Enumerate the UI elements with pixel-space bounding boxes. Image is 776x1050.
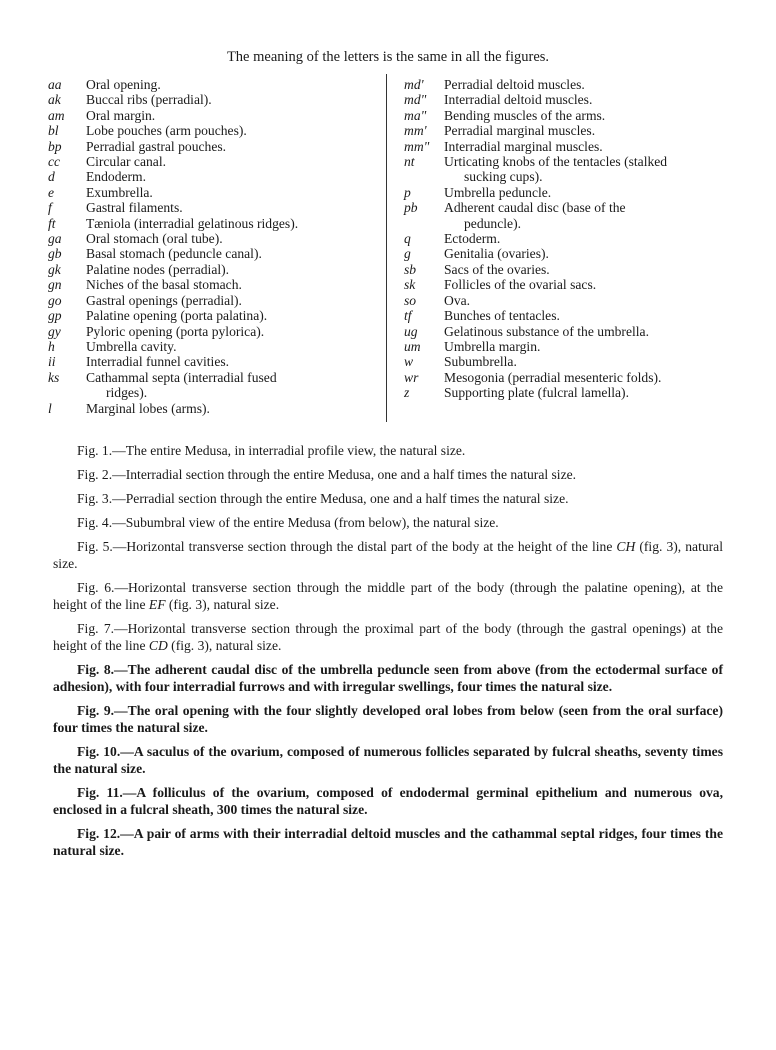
legend-entry [404,262,722,277]
legend-abbreviation: h [48,338,55,354]
legend-description-text: Exumbrella. [86,184,153,200]
legend-description-text: Interradial deltoid muscles. [444,92,593,108]
legend-description-text: Ectoderm. [444,231,501,247]
legend-entry [48,92,366,107]
legend-entry [48,401,366,416]
legend-abbreviation: d [48,169,55,185]
legend-abbreviation: ga [48,231,62,247]
legend-description [444,262,722,277]
legend-entry [48,77,366,92]
legend-entry [48,370,366,401]
legend-description-text: Gelatinous substance of the umbrella. [444,323,649,339]
legend-entry [404,246,722,261]
legend-entry [404,385,722,400]
legend-description-text: Genitalia (ovaries). [444,246,549,262]
figure-label: Fig. 12.— [77,826,134,841]
legend-description-text: Gastral filaments. [86,200,183,216]
legend-description-text: Interradial marginal muscles. [444,138,603,154]
figure-label: Fig. 1.— [77,443,126,458]
legend-abbreviation: am [48,107,65,123]
legend-description-text: Perradial deltoid muscles. [444,77,585,92]
legend-entry [404,293,722,308]
figure-text-end: (fig. 3), natural size. [53,539,723,571]
figure-label: Fig. 8.— [77,662,128,677]
figure-caption-12 [53,825,723,859]
legend-description [444,277,722,292]
legend-entry [48,108,366,123]
legend-description [86,308,366,323]
figure-caption-4 [53,514,723,531]
legend-description-text: Niches of the basal stomach. [86,277,242,293]
legend-description [86,200,366,215]
legend-description-continuation: ridges). [106,385,148,401]
legend-heading: The meaning of the letters is the same in all the figures. [226,49,550,65]
figure-label: Fig. 3.— [77,491,126,506]
column-divider [386,74,387,422]
legend-description-text: Bunches of tentacles. [444,308,560,324]
legend-description [444,200,722,231]
legend-abbreviation: aa [48,77,62,92]
legend-description-text: Perradial gastral pouches. [86,138,227,154]
legend-description [86,154,366,169]
figure-label: Fig. 10.— [77,744,134,759]
legend-description [444,246,722,261]
figure-text: A pair of arms with their interradial deltoid muscles and the cathammal septal ridges, four times the natural size. [53,826,723,858]
figure-text: Interradial section through the entire Medusa, one and a half times the natural size. [125,467,577,482]
legend-entry [48,277,366,292]
legend-entry [48,308,366,323]
legend-abbreviation: cc [48,154,61,170]
legend-abbreviation: q [404,231,411,247]
legend-entry [48,123,366,138]
legend-abbreviation: bl [48,123,59,139]
legend-description [86,324,366,339]
figure-caption-5 [53,538,723,572]
legend-abbreviation: so [404,292,417,308]
legend-entry [404,308,722,323]
figure-text: Horizontal transverse section through the proximal part of the body (through the gastral openings) at the height of the line [53,621,723,653]
legend-description [86,339,366,354]
legend-entry [404,231,722,246]
legend-entry [48,246,366,261]
legend-description [444,185,722,200]
legend-description [86,169,366,184]
legend-abbreviation: um [404,338,421,354]
figure-caption-2 [53,466,723,483]
legend-abbreviation: l [48,400,52,416]
legend-abbreviation: md" [404,92,427,108]
legend-abbreviation: z [404,385,410,401]
figure-captions [53,442,723,866]
legend-abbreviation: tf [404,308,412,324]
legend-abbreviation: ks [48,369,60,385]
legend-description [86,185,366,200]
legend-entry [48,293,366,308]
legend-description [86,277,366,292]
legend-abbreviation: md' [404,77,424,92]
legend-description [86,262,366,277]
legend-abbreviation: p [404,184,411,200]
line-reference: EF [148,597,166,612]
legend-description [86,216,366,231]
legend-description-text: Umbrella peduncle. [444,184,552,200]
legend-description-text: Gastral openings (perradial). [86,292,242,308]
figure-caption-3 [53,490,723,507]
legend-abbreviation: sb [404,261,417,277]
legend-entry [404,123,722,138]
legend-entry [48,139,366,154]
legend-abbreviation: g [404,246,411,262]
figure-text: Horizontal transverse section through the distal part of the body at the height of the line [126,539,617,554]
legend-description [444,92,722,107]
figure-caption-6 [53,579,723,613]
legend-abbreviation: gy [48,323,61,339]
legend-description-text: Lobe pouches (arm pouches). [86,123,247,139]
legend-description [444,123,722,138]
legend-entry [48,324,366,339]
legend-abbreviation: f [48,200,52,216]
legend-description [444,139,722,154]
legend-abbreviation: sk [404,277,416,293]
legend-description [86,139,366,154]
figure-label: Fig. 5.— [77,539,127,554]
legend-description [444,339,722,354]
legend-description-text: Oral stomach (oral tube). [86,231,223,247]
figure-text: Horizontal transverse section through the middle part of the body (through the palatine opening), at the height of the line [53,580,723,612]
legend-description-text: Interradial funnel cavities. [86,354,230,370]
legend-abbreviation: w [404,354,414,370]
legend-entry [404,139,722,154]
legend-description-text: Urticating knobs of the tentacles (stalked [444,154,668,170]
legend-entry [48,216,366,231]
legend-description [444,308,722,323]
legend-description [86,293,366,308]
figure-text: A saculus of the ovarium, composed of numerous follicles separated by fulcral sheaths, seventy times the natural size. [53,744,723,776]
legend-description-text: Cathammal septa (interradial fused [86,369,277,385]
legend-entry [48,339,366,354]
legend-description [444,77,722,92]
legend-entry [404,370,722,385]
legend-entry [404,277,722,292]
legend-description-text: Perradial marginal muscles. [444,123,596,139]
legend-description [444,231,722,246]
legend-description-text: Palatine nodes (perradial). [86,261,230,277]
figure-text: The oral opening with the four slightly developed oral lobes from below (seen from the oral surface) four times the natural size. [53,703,723,735]
legend-abbreviation: ma" [404,107,427,123]
figure-label: Fig. 6.— [77,580,129,595]
legend-description [86,108,366,123]
legend-description [86,231,366,246]
legend-description-continuation: peduncle). [464,215,521,231]
legend-entry [48,200,366,215]
legend-description [444,108,722,123]
figure-caption-1 [53,442,723,459]
legend-description [444,370,722,385]
legend-description-text: Pyloric opening (porta pylorica). [86,323,265,339]
legend-entry [404,154,722,185]
legend-entry [404,354,722,369]
legend-description-text: Tæniola (interradial gelatinous ridges). [86,215,299,231]
legend-abbreviation: nt [404,154,415,170]
legend-entry [404,92,722,107]
legend-entry [404,185,722,200]
legend-description [444,293,722,308]
legend-abbreviation: e [48,184,55,200]
figure-label: Fig. 4.— [77,515,126,530]
legend-abbreviation: gp [48,308,62,324]
legend-description [86,354,366,369]
legend-description-continuation: sucking cups). [464,169,543,185]
legend-description [86,92,366,107]
legend-description-text: Follicles of the ovarial sacs. [444,277,597,293]
legend-abbreviation: gb [48,246,62,262]
figure-caption-8 [53,661,723,695]
line-reference: CD [148,638,168,653]
legend-entry [48,169,366,184]
legend-description-text: Ova. [444,292,471,308]
legend-abbreviation: ug [404,323,418,339]
legend-description [86,123,366,138]
legend-entry [404,77,722,92]
figure-text-end: (fig. 3), natural size. [167,638,282,653]
figure-text: The adherent caudal disc of the umbrella peduncle seen from above (from the ectodermal surface of adhesion), with four interradial furrows and with irregular swellings, four times the natural size. [53,662,723,694]
legend-left-column [48,77,366,416]
legend-description-text: Palatine opening (porta palatina). [86,308,268,324]
legend-right-column [404,77,722,401]
legend-abbreviation: mm" [404,138,430,154]
legend-abbreviation: mm' [404,123,427,139]
legend-description-text: Oral margin. [86,107,156,123]
legend-entry [48,231,366,246]
legend-description-text: Adherent caudal disc (base of the [444,200,626,216]
line-reference: CH [616,539,636,554]
legend-description [444,154,722,185]
legend-description [444,324,722,339]
figure-label: Fig. 11.— [77,785,137,800]
legend-description-text: Umbrella margin. [444,338,541,354]
legend-description [86,77,366,92]
legend-description-text: Buccal ribs (perradial). [86,92,212,108]
legend-entry [404,339,722,354]
legend-abbreviation: go [48,292,62,308]
legend-description-text: Basal stomach (peduncle canal). [86,246,262,262]
legend-description [86,370,366,401]
figure-text: Perradial section through the entire Medusa, one and a half times the natural size. [125,491,569,506]
legend-entry [48,354,366,369]
legend-abbreviation: ii [48,354,56,370]
legend-abbreviation: gk [48,261,61,277]
legend-description-text: Circular canal. [86,154,167,170]
figure-caption-10 [53,743,723,777]
legend-description-text: Endoderm. [86,169,147,185]
legend-description-text: Oral opening. [86,77,161,92]
legend-description-text: Supporting plate (fulcral lamella). [444,385,629,401]
legend-description-text: Sacs of the ovaries. [444,261,550,277]
figure-caption-7 [53,620,723,654]
legend-description-text: Marginal lobes (arms). [86,400,210,416]
legend-description-text: Umbrella cavity. [86,338,177,354]
figure-label: Fig. 7.— [77,621,128,636]
legend-abbreviation: gn [48,277,62,293]
legend-abbreviation: wr [404,369,419,385]
figure-caption-11 [53,784,723,818]
figure-text: The entire Medusa, in interradial profile view, the natural size. [125,443,466,458]
figure-caption-9 [53,702,723,736]
legend-entry [404,200,722,231]
figure-label: Fig. 2.— [77,467,126,482]
legend-description [86,401,366,416]
legend-entry [404,324,722,339]
legend-entry [48,154,366,169]
legend-description-text: Bending muscles of the arms. [444,107,606,123]
legend-description [444,385,722,400]
legend-abbreviation: pb [404,200,418,216]
figure-label: Fig. 9.— [77,703,128,718]
figure-text: Subumbral view of the entire Medusa (from below), the natural size. [125,515,499,530]
figure-text: A folliculus of the ovarium, composed of endodermal germinal epithelium and numerous ova, enclosed in a fulcral sheath, 300 times the natural size. [53,785,723,817]
figure-text-end: (fig. 3), natural size. [165,597,280,612]
legend-description [444,354,722,369]
legend-description [86,246,366,261]
legend-entry [404,108,722,123]
legend-abbreviation: bp [48,138,62,154]
legend-abbreviation: ft [48,215,56,231]
legend-entry [48,262,366,277]
legend-description-text: Mesogonia (perradial mesenteric folds). [444,369,662,385]
legend-description-text: Subumbrella. [444,354,517,370]
legend-abbreviation: ak [48,92,61,108]
legend-entry [48,185,366,200]
